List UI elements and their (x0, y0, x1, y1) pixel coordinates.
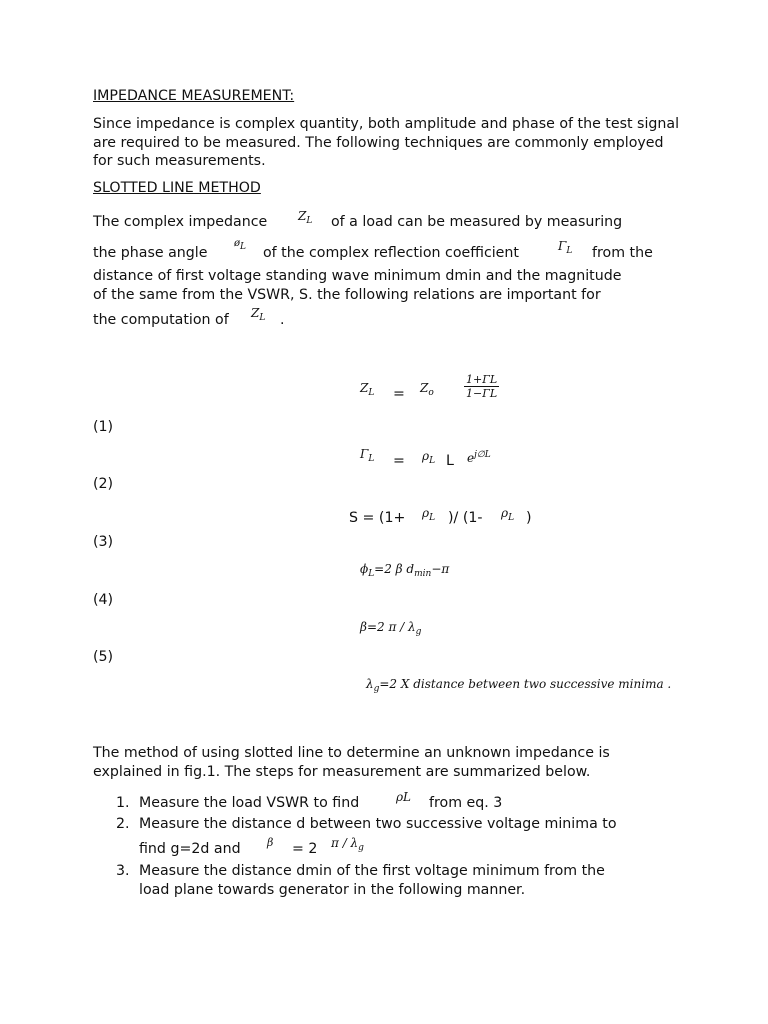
equation-number-1: (1) (93, 419, 114, 435)
p1-text-d: of the complex reflection coefficient (263, 245, 519, 261)
p1-text-b: of a load can be measured by measuring (331, 214, 623, 230)
step-2-text: Measure the distance d between two successive voltage minima to (139, 816, 617, 832)
p1-text-i: . (280, 312, 285, 328)
step-1-text-b: from eq. 3 (429, 795, 503, 811)
eq6-lambda-relation: $\lambda_g=2$ X distance between two successive minima . (366, 677, 672, 694)
eq1-zl: $Z_L$ (360, 381, 375, 398)
eq2-gamma-l: $\Gamma_L$ (360, 447, 375, 464)
document-heading: IMPEDANCE MEASUREMENT: (93, 88, 295, 104)
eq2-angle-l: L (446, 453, 454, 469)
eq1-numerator: 1+ΓL (466, 373, 498, 386)
step-2-text-b: find g=2d and (139, 841, 241, 857)
eq1-equals: = (393, 386, 405, 402)
phi-l-symbol: øL (234, 238, 247, 252)
method-paragraph: The method of using slotted line to determine an unknown impedance is explained in fig.1. The steps for measurement are summarized below. (93, 745, 610, 780)
step-1-number: 1. (116, 795, 130, 811)
eq5-beta-relation: β=2 π / $\lambda_g$ (360, 620, 422, 637)
intro-paragraph: Since impedance is complex quantity, both amplitude and phase of the test signal are required to be measured. The following techniques are commonly employed for such measurements. (93, 116, 680, 169)
step-3-text: Measure the distance dmin of the first voltage minimum from the (139, 863, 605, 879)
step-3-text-b: load plane towards generator in the following manner. (139, 882, 526, 898)
p1-text-e: from the (592, 245, 653, 261)
step-2-beta: β (267, 836, 274, 849)
eq1-denominator: 1−ΓL (466, 387, 498, 400)
step-2-text-c: = 2 (292, 841, 318, 857)
section-subheading: SLOTTED LINE METHOD (93, 180, 261, 196)
zl-symbol-2: $Z_L$ (251, 306, 266, 323)
p1-text-f: distance of first voltage standing wave minimum dmin and the magnitude (93, 268, 622, 284)
eq2-rho-l: $\rho_L$ (422, 449, 436, 466)
eq1-zo: $Z_o$ (420, 381, 434, 398)
step-2-number: 2. (116, 816, 130, 832)
gamma-l-symbol: $\Gamma_L$ (558, 239, 573, 256)
eq3-part-a: S = (1+ (349, 510, 406, 526)
eq4-phase-relation: $\phi_L=2$ β $d_{min}-\pi$ (360, 562, 450, 579)
p1-text-a: The complex impedance (93, 214, 268, 230)
eq2-equals: = (393, 453, 405, 469)
eq3-part-b: )/ (1- (448, 510, 483, 526)
equation-number-5: (5) (93, 649, 114, 665)
equation-number-3: (3) (93, 534, 114, 550)
zl-symbol: $Z_L$ (298, 209, 313, 226)
eq3-part-c: ) (526, 510, 532, 526)
step-1-rho-l: ρL (396, 790, 412, 804)
eq1-fraction (464, 373, 499, 400)
p1-text-c: the phase angle (93, 245, 208, 261)
step-2-fraction: π / $\lambda_g$ (331, 836, 364, 853)
eq3-rho-l-1: $\rho_L$ (422, 506, 436, 523)
p1-text-g: of the same from the VSWR, S. the following relations are important for (93, 287, 601, 303)
equation-number-2: (2) (93, 476, 114, 492)
step-1-text: Measure the load VSWR to find (139, 795, 360, 811)
step-3-number: 3. (116, 863, 130, 879)
eq3-rho-l-2: $\rho_L$ (501, 506, 515, 523)
p1-text-h: the computation of (93, 312, 229, 328)
eq2-exponential: $e^{j\emptyset L}$ (467, 450, 491, 465)
equation-number-4: (4) (93, 592, 114, 608)
